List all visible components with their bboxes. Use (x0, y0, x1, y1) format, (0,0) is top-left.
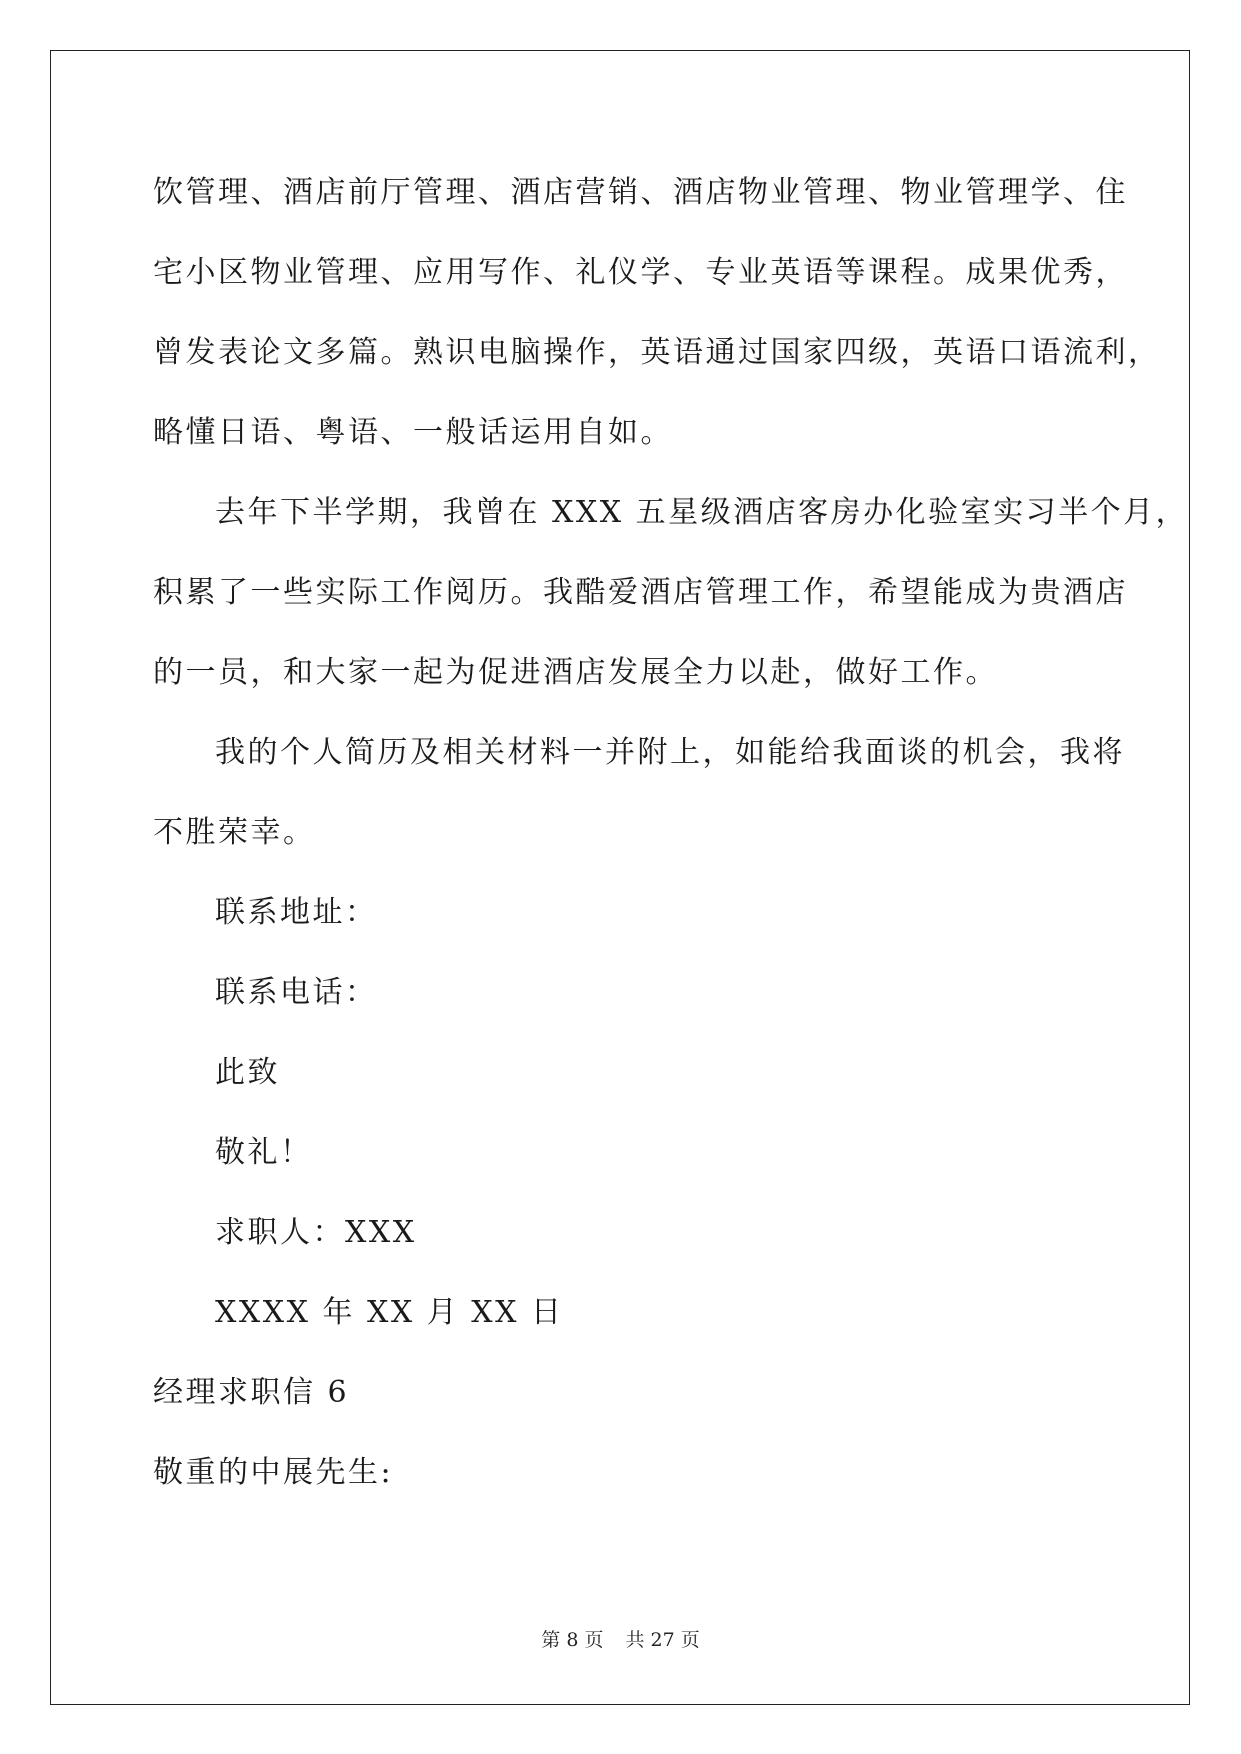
contact-address-label: 联系地址： (215, 895, 378, 930)
closing-salutation: 此致 (215, 1055, 280, 1090)
letter-greeting: 敬重的中展先生: (153, 1455, 394, 1490)
section-heading: 经理求职信 6 (153, 1375, 350, 1410)
paragraph-line: 我的个人简历及相关材料一并附上，如能给我面谈的机会，我将 (215, 735, 1125, 770)
contact-phone-label: 联系电话： (215, 975, 378, 1010)
paragraph-line: 曾发表论文多篇。熟识电脑操作，英语通过国家四级，英语口语流利， (153, 335, 1161, 370)
page-footer (0, 1628, 1241, 1652)
paragraph-line: 略懂日语、粤语、一般话运用自如。 (153, 415, 673, 450)
paragraph-line: 饮管理、酒店前厅管理、酒店营销、酒店物业管理、物业管理学、住 (153, 175, 1128, 210)
page-number: 第 8 页 (541, 1629, 604, 1651)
paragraph-line: 的一员，和大家一起为促进酒店发展全力以赴，做好工作。 (153, 655, 998, 690)
letter-date: XXXX 年 XX 月 XX 日 (215, 1295, 564, 1330)
paragraph-line: 宅小区物业管理、应用写作、礼仪学、专业英语等课程。成果优秀， (153, 255, 1128, 290)
paragraph-line: 不胜荣幸。 (153, 815, 316, 850)
closing-regards: 敬礼！ (215, 1135, 313, 1170)
page-total: 共 27 页 (625, 1629, 700, 1651)
applicant-signature: 求职人：XXX (215, 1215, 417, 1250)
paragraph-line: 去年下半学期，我曾在 XXX 五星级酒店客房办化验室实习半个月， (215, 495, 1189, 530)
paragraph-line: 积累了一些实际工作阅历。我酷爱酒店管理工作，希望能成为贵酒店 (153, 575, 1128, 610)
